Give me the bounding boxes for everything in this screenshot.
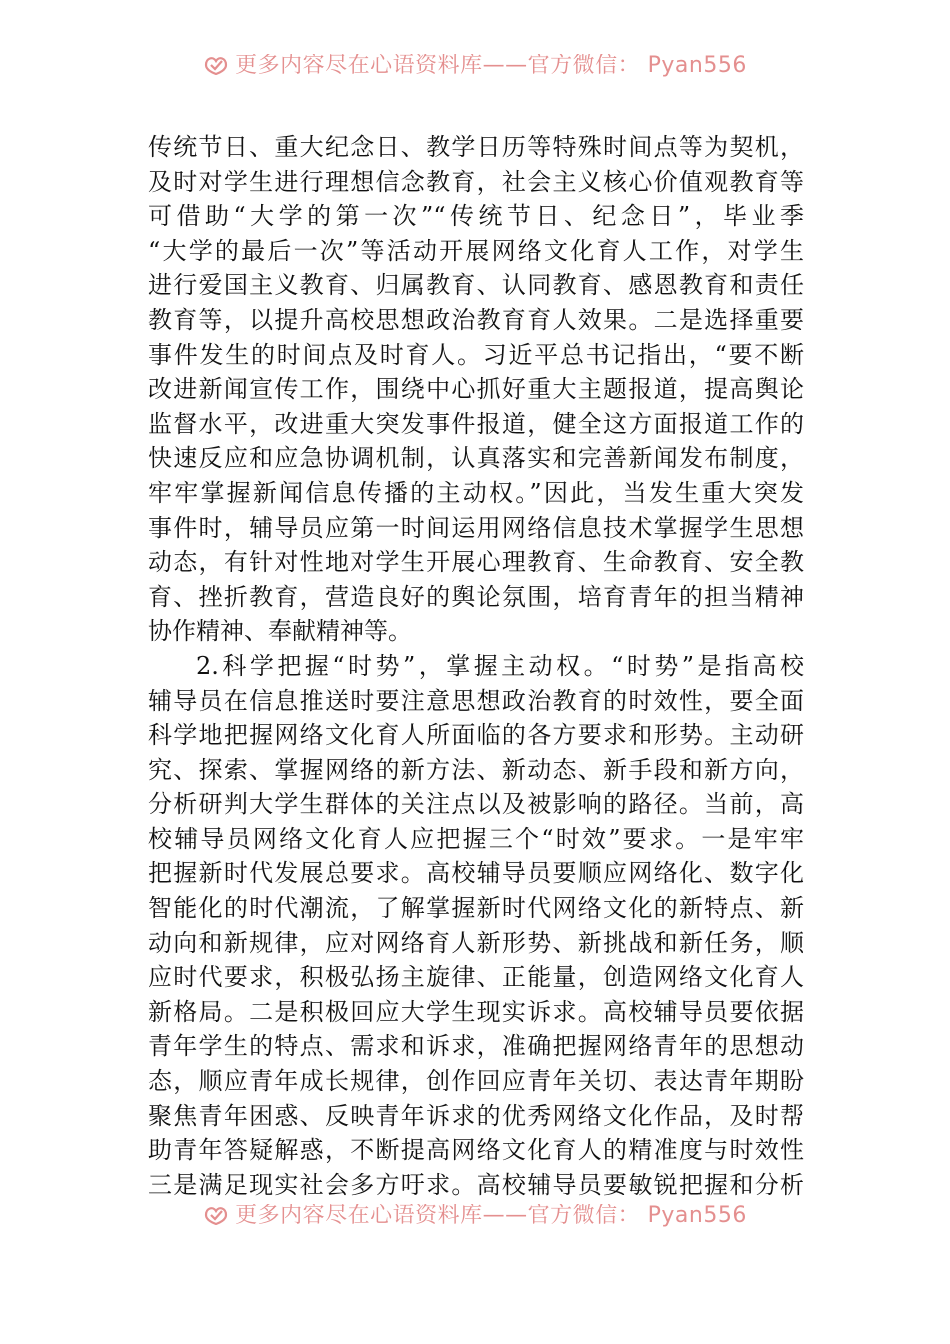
text-line: 快速反应和应急协调机制，认真落实和完善新闻发布制度， xyxy=(148,444,804,473)
text-line: 助青年答疑解惑，不断提高网络文化育人的精准度与时效性 xyxy=(148,1136,804,1165)
text-line: 辅导员在信息推送时要注意思想政治教育的时效性，要全面 xyxy=(148,686,804,715)
watermark-logo-icon xyxy=(203,54,229,75)
text-line: 科学地把握网络文化育人所面临的各方要求和形势。主动研 xyxy=(148,721,804,750)
text-line: 校辅导员网络文化育人应把握三个“时效”要求。一是牢牢 xyxy=(148,824,804,853)
text-line: 应时代要求，积极弘扬主旋律、正能量，创造网络文化育人 xyxy=(148,963,804,992)
text-line: 态，顺应青年成长规律，创作回应青年关切、表达青年期盼 xyxy=(148,1067,804,1096)
text-line: 动向和新规律，应对网络育人新形势、新挑战和新任务，顺 xyxy=(148,928,804,957)
text-line: 改进新闻宣传工作，围绕中心抓好重大主题报道，提高舆论 xyxy=(148,375,804,404)
text-line: 育、挫折教育，营造良好的舆论氛围，培育青年的担当精神 xyxy=(148,582,804,611)
text-line: 传统节日、重大纪念日、教学日历等特殊时间点等为契机， xyxy=(148,133,804,161)
text-line: 把握新时代发展总要求。高校辅导员要顺应网络化、数字化 xyxy=(148,859,804,888)
text-line: 分析研判大学生群体的关注点以及被影响的路径。当前，高 xyxy=(148,790,804,819)
text-line: 牢牢掌握新闻信息传播的主动权。”因此，当发生重大突发 xyxy=(148,478,804,507)
watermark-header xyxy=(0,54,950,88)
text-line: 动态，有针对性地对学生开展心理教育、生命教育、安全教 xyxy=(148,548,804,577)
text-line: 协作精神、奉献精神等。 xyxy=(148,617,412,646)
text-line: 聚焦青年困惑、反映青年诉求的优秀网络文化作品，及时帮 xyxy=(148,1101,804,1130)
text-line: 监督水平，改进重大突发事件报道，健全这方面报道工作的 xyxy=(148,409,804,438)
text-line: 事件发生的时间点及时育人。习近平总书记指出，“要不断 xyxy=(148,340,804,369)
text-line: 究、探索、掌握网络的新方法、新动态、新手段和新方向， xyxy=(148,755,804,784)
text-line: 进行爱国主义教育、归属教育、认同教育、感恩教育和责任 xyxy=(148,271,804,300)
text-line: 新格局。二是积极回应大学生现实诉求。高校辅导员要依据 xyxy=(148,997,804,1026)
text-line: 可借助“大学的第一次”“传统节日、纪念日”，毕业季 xyxy=(148,202,804,231)
text-line: 教育等，以提升高校思想政治教育育人效果。二是选择重要 xyxy=(148,305,804,334)
text-line: 智能化的时代潮流，了解掌握新时代网络文化的新特点、新 xyxy=(148,894,804,923)
text-line: 三是满足现实社会多方吁求。高校辅导员要敏锐把握和分析 xyxy=(148,1170,804,1199)
watermark-logo-icon xyxy=(203,1204,229,1225)
text-line: 及时对学生进行理想信念教育，社会主义核心价值观教育等 xyxy=(148,167,804,196)
document-body xyxy=(148,130,804,1202)
watermark-footer xyxy=(0,1204,950,1238)
text-line: 事件时，辅导员应第一时间运用网络信息技术掌握学生思想 xyxy=(148,513,804,542)
text-line: “大学的最后一次”等活动开展网络文化育人工作，对学生 xyxy=(148,236,804,265)
watermark-text: 更多内容尽在心语资料库——官方微信： Pyan556 xyxy=(235,54,747,78)
text-line: 2.科学把握“时势”，掌握主动权。“时势”是指高校 xyxy=(196,651,804,680)
text-line: 青年学生的特点、需求和诉求，准确把握网络青年的思想动 xyxy=(148,1032,804,1061)
watermark-text: 更多内容尽在心语资料库——官方微信： Pyan556 xyxy=(235,1204,747,1228)
